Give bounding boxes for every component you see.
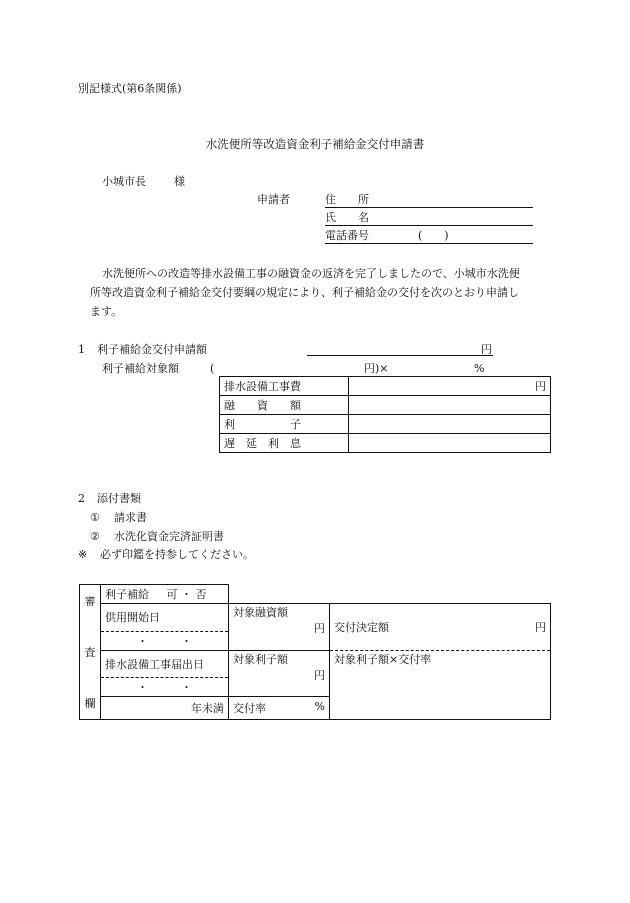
under-year[interactable]: 年未満 bbox=[101, 697, 229, 720]
blank-cell bbox=[229, 585, 551, 604]
target-loan-yen[interactable]: 円 bbox=[314, 622, 325, 635]
target-loan-cell bbox=[229, 604, 330, 651]
review-side-label bbox=[80, 585, 101, 720]
seal-note: 必ず印鑑を持参してください。 bbox=[100, 548, 254, 561]
note-mark: ※ bbox=[78, 548, 88, 561]
loan-label: 融 資 額 bbox=[220, 396, 349, 415]
subsidy-cell bbox=[101, 585, 229, 604]
grant-decision-label: 交付決定額 bbox=[334, 620, 389, 634]
cost-value[interactable]: 円 bbox=[349, 377, 551, 396]
target-interest-label: 対象利子額 bbox=[233, 652, 288, 666]
target-percent: % bbox=[474, 362, 485, 375]
target-amount-label: 利子補給対象額 bbox=[102, 362, 179, 375]
interest-label: 利 子 bbox=[220, 415, 349, 434]
phone-parens: ( ) bbox=[418, 229, 449, 242]
phone-field[interactable] bbox=[325, 243, 533, 244]
target-loan-label: 対象融資額 bbox=[233, 606, 288, 619]
addressee-honorific: 様 bbox=[174, 175, 185, 188]
review-table bbox=[79, 584, 551, 720]
address-label: 住 所 bbox=[325, 193, 369, 206]
page-title: 水洗便所等改造資金利子補給金交付申請書 bbox=[205, 137, 425, 151]
late-interest-label: 遅 延 利 息 bbox=[220, 434, 349, 453]
grant-rate-percent[interactable]: % bbox=[314, 700, 325, 713]
loan-value[interactable] bbox=[349, 396, 551, 415]
addressee-name: 小城市長 bbox=[102, 175, 146, 188]
table-row bbox=[220, 434, 551, 453]
formula-label: 対象利子額×交付率 bbox=[334, 652, 432, 666]
target-open-paren: ( bbox=[210, 362, 215, 375]
grant-decision-yen[interactable]: 円 bbox=[535, 620, 546, 634]
target-yen-times: 円)× bbox=[364, 362, 389, 375]
body-line-1: 水洗便所への改造等排水設備工事の融資金の返済を完了しましたので、小城市水洗便 bbox=[102, 267, 520, 280]
grant-rate-cell bbox=[229, 697, 330, 720]
service-start-label: 供用開始日 bbox=[101, 604, 229, 632]
form-reference: 別記様式(第6条関係) bbox=[78, 82, 182, 95]
attachment-mark-1: ① bbox=[90, 511, 100, 524]
name-label: 氏 名 bbox=[325, 211, 369, 224]
work-notice-date[interactable]: ・ ・ bbox=[101, 678, 229, 697]
interest-value[interactable] bbox=[349, 415, 551, 434]
body-line-2: 所等改造資金利子補給金交付要綱の規定により、利子補給金の交付を次のとおり申請し bbox=[90, 286, 519, 299]
cost-label: 排水設備工事費 bbox=[220, 377, 349, 396]
section2-number: 2 bbox=[78, 492, 85, 505]
target-interest-yen[interactable]: 円 bbox=[314, 668, 325, 682]
table-row bbox=[220, 396, 551, 415]
review-char-3: 欄 bbox=[84, 697, 96, 710]
work-notice-label: 排水設備工事届出日 bbox=[101, 650, 229, 678]
address-field[interactable] bbox=[325, 207, 533, 208]
section2-label: 添付書類 bbox=[97, 492, 141, 505]
attachment-mark-2: ② bbox=[90, 530, 100, 543]
attachment-item-1: 請求書 bbox=[114, 511, 147, 524]
review-char-1: 審 bbox=[84, 595, 96, 608]
table-row bbox=[220, 377, 551, 396]
section1-label: 利子補給金交付申請額 bbox=[97, 343, 207, 356]
section1-yen: 円 bbox=[481, 343, 492, 356]
applicant-label: 申請者 bbox=[257, 193, 290, 206]
grant-decision-cell bbox=[330, 604, 551, 651]
application-amount-field[interactable] bbox=[307, 355, 493, 356]
attachment-item-2: 水洗化資金完済証明書 bbox=[114, 530, 224, 543]
table-row bbox=[220, 415, 551, 434]
name-field[interactable] bbox=[325, 225, 533, 226]
service-start-date[interactable]: ・ ・ bbox=[101, 631, 229, 650]
yes-no-choice[interactable]: 可 ・ 否 bbox=[166, 588, 207, 601]
cost-table bbox=[219, 376, 551, 453]
phone-label: 電話番号 bbox=[325, 229, 369, 242]
review-char-2: 査 bbox=[84, 646, 96, 659]
section1-number: 1 bbox=[78, 343, 85, 356]
formula-cell bbox=[330, 650, 551, 720]
body-line-3: ます。 bbox=[90, 305, 123, 318]
late-interest-value[interactable] bbox=[349, 434, 551, 453]
grant-rate-label: 交付率 bbox=[233, 702, 266, 715]
subsidy-label: 利子補給 bbox=[105, 588, 149, 601]
target-interest-cell bbox=[229, 650, 330, 697]
